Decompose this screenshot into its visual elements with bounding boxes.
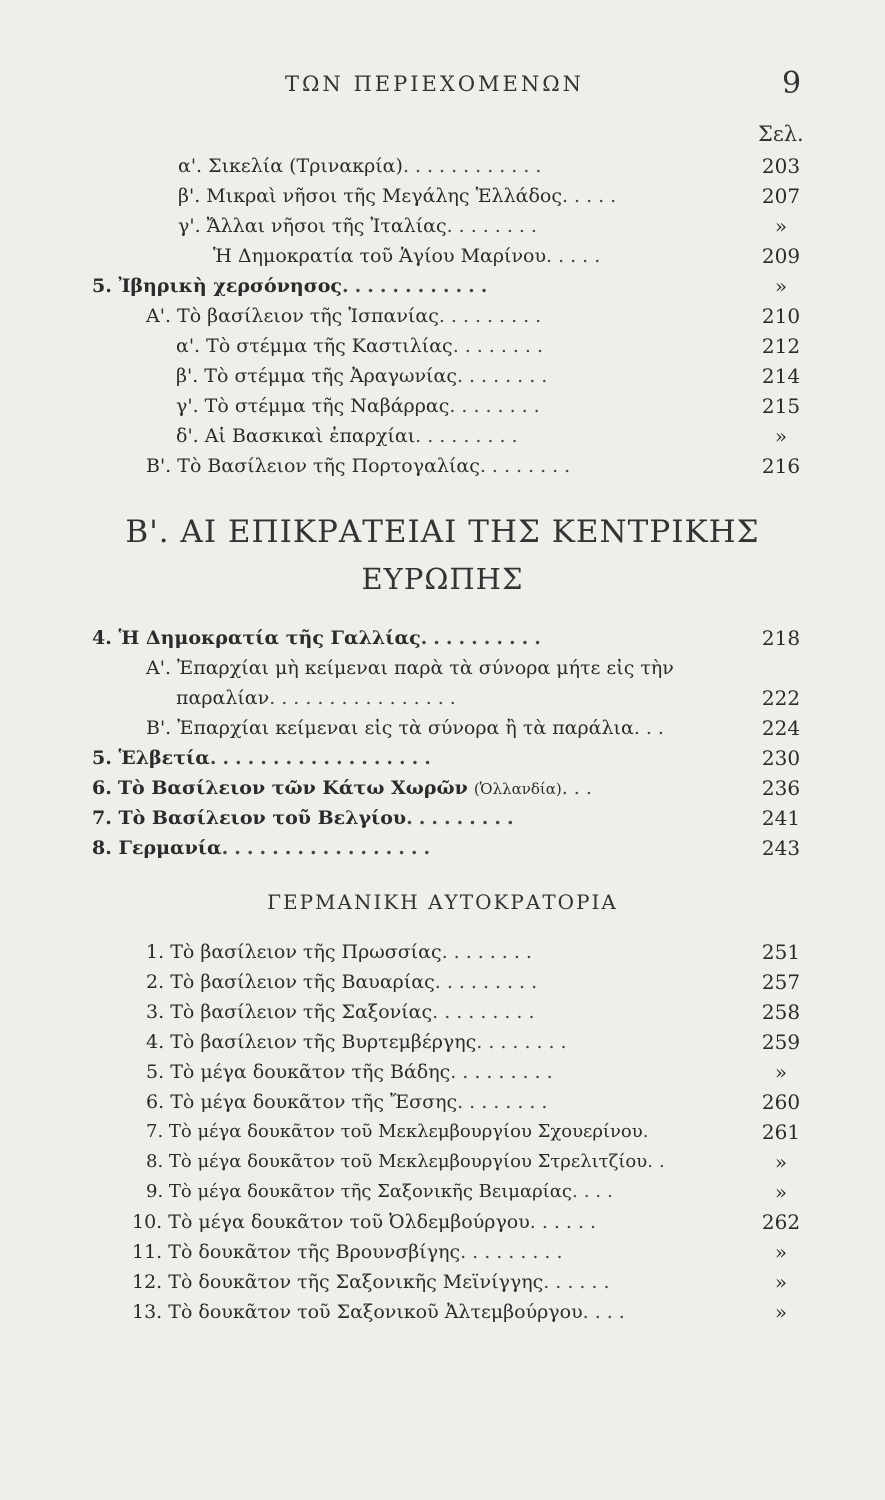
- entry-title: Τὸ Βασίλειον τοῦ Βελγίου: [118, 807, 407, 829]
- toc-entry: [0, 1266, 885, 1298]
- toc-entry: [0, 772, 885, 804]
- entry-leader: .................: [221, 837, 437, 859]
- toc-entry: [0, 150, 885, 182]
- entry-prefix: 7.: [146, 1121, 164, 1142]
- entry-leader: ........: [457, 1091, 554, 1113]
- entry-page: »: [774, 1270, 788, 1294]
- toc-entry: [0, 742, 885, 774]
- entry-title: παραλίαν: [176, 687, 270, 709]
- entry-prefix: 5.: [146, 1061, 165, 1083]
- entry-prefix: 5.: [92, 275, 112, 297]
- toc-entry: [0, 420, 885, 452]
- toc-entry: [0, 330, 885, 362]
- entry-title: Σικελία (Τρινακρία): [208, 155, 403, 177]
- entry-title: Τὸ Βασίλειον τῶν Κάτω Χωρῶν: [117, 777, 468, 799]
- entry-prefix: 11.: [132, 1241, 163, 1263]
- toc-entry: [0, 682, 885, 714]
- entry-leader: .........: [450, 1061, 559, 1083]
- entry-leader: ............: [341, 275, 494, 297]
- toc-entry: [0, 936, 885, 968]
- toc-entry: [0, 966, 885, 998]
- toc-entry: [0, 240, 885, 272]
- entry-leader: ..........: [420, 627, 547, 649]
- part-b-title-line2: ΕΥΡΩΠΗΣ: [361, 562, 524, 596]
- entry-leader: .........: [438, 305, 548, 327]
- entry-page: »: [774, 1150, 788, 1174]
- toc-entry: [0, 1086, 885, 1118]
- entry-title: Ἰβηρικὴ χερσόνησος: [118, 275, 342, 297]
- entry-prefix: 6.: [92, 777, 112, 799]
- entry-leader: .........: [434, 971, 544, 993]
- entry-prefix: Α'.: [146, 305, 171, 327]
- entry-page: »: [774, 214, 788, 238]
- entry-prefix: α'.: [178, 155, 203, 177]
- entry-title: Τὸ βασίλειον τῆς Βαυαρίας: [170, 971, 435, 993]
- entry-leader: ........: [479, 455, 577, 477]
- entry-title: Αἱ Βασκικαὶ ἐπαρχίαι: [204, 425, 416, 447]
- toc-entry: [0, 802, 885, 834]
- entry-prefix: δ'.: [176, 425, 199, 447]
- entry-title: Τὸ στέμμα τῆς Ναβάρρας: [204, 395, 450, 417]
- entry-title: Τὸ μέγα δουκᾶτον τῆς Βάδης: [170, 1061, 451, 1083]
- entry-title: Γερμανία: [118, 837, 222, 859]
- toc-entry: [0, 832, 885, 864]
- entry-page: 258: [761, 1000, 801, 1024]
- entry-page: 260: [761, 1090, 801, 1114]
- entry-title: Τὸ βασίλειον τῆς Ἱσπανίας: [177, 305, 439, 327]
- page-number: 9: [782, 66, 802, 101]
- entry-prefix: 4.: [92, 627, 112, 649]
- entry-page: »: [774, 424, 788, 448]
- entry-title: Ἐπαρχίαι μὴ κείμεναι παρὰ τὰ σύνορα μήτε εἰς τὴν: [177, 657, 674, 679]
- entry-page: 212: [761, 334, 801, 358]
- toc-entry: [0, 180, 885, 212]
- entry-page: 207: [761, 184, 801, 208]
- entry-title: Ἡ Δημοκρατία τοῦ Ἁγίου Μαρίνου: [213, 245, 547, 267]
- entry-title: Ἐπαρχίαι κείμεναι εἰς τὰ σύνορα ἢ τὰ παράλια: [177, 717, 634, 739]
- entry-leader: .........: [460, 1241, 569, 1263]
- entry-page: 222: [761, 686, 801, 710]
- entry-prefix: 5.: [92, 747, 112, 769]
- entry-page: 230: [761, 746, 801, 770]
- toc-entry: [0, 1206, 885, 1238]
- entry-leader: .....: [546, 245, 607, 267]
- entry-leader: ......: [543, 1271, 616, 1293]
- page-column-label: Σελ.: [758, 122, 804, 146]
- entry-leader: ........: [456, 365, 554, 387]
- toc-entry: [0, 360, 885, 392]
- entry-title: Ἡ Δημοκρατία τῆς Γαλλίας: [118, 627, 421, 649]
- toc-entry: [0, 652, 885, 684]
- entry-title: Τὸ βασίλειον τῆς Βυρτεμβέργης: [170, 1031, 477, 1053]
- entry-page: »: [774, 1180, 788, 1204]
- entry-leader: ...: [633, 717, 670, 739]
- entry-title: Τὸ στέμμα τῆς Καστιλίας: [206, 335, 453, 357]
- entry-leader: ........: [446, 215, 543, 237]
- entry-prefix: 10.: [132, 1211, 163, 1233]
- entry-leader: ........: [441, 941, 538, 963]
- toc-entry: [0, 622, 885, 654]
- toc-entry: [0, 1176, 885, 1208]
- entry-page: 203: [761, 154, 801, 178]
- toc-entry: [0, 390, 885, 422]
- running-head: ΤΩΝ ΠΕΡΙΕΧΟΜΕΝΩΝ: [285, 72, 585, 96]
- entry-page: 215: [761, 394, 801, 418]
- entry-title: Τὸ βασίλειον τῆς Σαξονίας: [170, 1001, 433, 1023]
- entry-leader: .....: [561, 185, 623, 207]
- entry-prefix: Β'.: [146, 455, 172, 477]
- entry-page: 209: [761, 244, 801, 268]
- entry-page: 262: [761, 1210, 801, 1234]
- entry-page: 218: [761, 626, 801, 650]
- toc-entry: [0, 996, 885, 1028]
- toc-entry: [0, 1146, 885, 1178]
- part-b-title-line1: Β'. ΑΙ ΕΠΙΚΡΑΤΕΙΑΙ ΤΗΣ ΚΕΝΤΡΙΚΗΣ: [125, 514, 760, 550]
- entry-leader: .........: [406, 807, 520, 829]
- entry-title: Ἄλλαι νῆσοι τῆς Ἰταλίας: [206, 215, 447, 237]
- entry-leader: ........: [476, 1031, 573, 1053]
- entry-leader: ....: [582, 1301, 631, 1323]
- entry-page: 261: [761, 1120, 801, 1144]
- entry-prefix: 9.: [146, 1181, 164, 1202]
- entry-title: Τὸ μέγα δουκᾶτον τοῦ Ὀλδεμβούργου: [168, 1211, 530, 1233]
- entry-page: 243: [761, 836, 801, 860]
- toc-entry: [0, 712, 885, 744]
- entry-leader: ......: [529, 1211, 603, 1233]
- entry-page: »: [774, 1060, 788, 1084]
- entry-prefix: 1.: [146, 941, 165, 963]
- entry-prefix: 7.: [92, 807, 112, 829]
- entry-title: Μικραὶ νῆσοι τῆς Μεγάλης Ἑλλάδος: [206, 185, 562, 207]
- entry-prefix: γ'.: [176, 395, 199, 417]
- entry-leader: ..: [647, 1151, 671, 1172]
- toc-entry: [0, 1296, 885, 1328]
- entry-page: 210: [761, 304, 801, 328]
- toc-entry: [0, 1056, 885, 1088]
- entry-prefix: 6.: [146, 1091, 165, 1113]
- entry-title: Τὸ βασίλειον τῆς Πρωσσίας: [170, 941, 442, 963]
- entry-title: Ἑλβετία: [118, 747, 210, 769]
- entry-prefix: α'.: [176, 335, 201, 357]
- toc-entry: [0, 210, 885, 242]
- entry-page: 257: [761, 970, 801, 994]
- entry-prefix: 8.: [146, 1151, 164, 1172]
- entry-title: Τὸ μέγα δουκᾶτον τοῦ Μεκλεμβουργίου Σχουερίνου: [168, 1121, 643, 1142]
- entry-prefix: Β'.: [146, 717, 172, 739]
- entry-title: Τὸ μέγα δουκᾶτον τοῦ Μεκλεμβουργίου Στρελιτζίου: [168, 1151, 648, 1172]
- entry-title: Τὸ μέγα δουκᾶτον τῆς Ἔσσης: [170, 1091, 458, 1113]
- entry-page: »: [774, 1300, 788, 1324]
- entry-page: »: [774, 274, 788, 298]
- entry-page: 251: [761, 940, 801, 964]
- entry-prefix: 8.: [92, 837, 112, 859]
- entry-leader: ........: [452, 335, 550, 357]
- entry-page: 241: [761, 806, 801, 830]
- entry-page: »: [774, 1240, 788, 1264]
- entry-title: Τὸ δουκᾶτον τῆς Σαξονικῆς Μεϊνίγγης: [168, 1271, 544, 1293]
- entry-prefix: 2.: [146, 971, 165, 993]
- toc-entry: [0, 1026, 885, 1058]
- entry-page: 224: [761, 716, 801, 740]
- entry-title: Τὸ μέγα δουκᾶτον τῆς Σαξονικῆς Βειμαρίας: [168, 1181, 572, 1202]
- entry-leader: ....: [571, 1181, 619, 1202]
- entry-leader: ...: [561, 777, 598, 799]
- entry-title: Τὸ δουκᾶτον τῆς Βρουνσβίγης: [168, 1241, 461, 1263]
- entry-title: Τὸ Βασίλειον τῆς Πορτογαλίας: [177, 455, 480, 477]
- entry-page: 214: [761, 364, 801, 388]
- entry-leader: .........: [432, 1001, 541, 1023]
- toc-entry: [0, 300, 885, 332]
- entry-leader: ........: [449, 395, 546, 417]
- entry-leader: .: [642, 1121, 655, 1142]
- entry-prefix: β'.: [176, 365, 199, 387]
- entry-prefix: γ'.: [178, 215, 201, 237]
- toc-entry: [0, 1116, 885, 1148]
- entry-leader: ..................: [209, 747, 437, 769]
- entry-leader: ................: [269, 687, 462, 709]
- entry-prefix: 4.: [146, 1031, 165, 1053]
- entry-leader: ............: [402, 155, 548, 177]
- entry-leader: .........: [415, 425, 524, 447]
- entry-subtitle: (Ὁλλανδία): [473, 780, 562, 798]
- entry-prefix: 13.: [132, 1301, 163, 1323]
- entry-prefix: 12.: [132, 1271, 163, 1293]
- german-empire-title: ΓΕΡΜΑΝΙΚΗ ΑΥΤΟΚΡΑΤΟΡΙΑ: [267, 890, 618, 914]
- entry-prefix: Α'.: [146, 657, 171, 679]
- entry-title: Τὸ στέμμα τῆς Ἀραγωνίας: [204, 365, 457, 387]
- toc-entry: [0, 270, 885, 302]
- entry-title: Τὸ δουκᾶτον τοῦ Σαξονικοῦ Ἀλτεμβούργου: [168, 1301, 583, 1323]
- toc-entry: [0, 1236, 885, 1268]
- entry-page: 259: [761, 1030, 801, 1054]
- entry-prefix: 3.: [146, 1001, 165, 1023]
- entry-page: 216: [761, 454, 801, 478]
- entry-prefix: β'.: [178, 185, 201, 207]
- toc-entry: [0, 450, 885, 482]
- entry-page: 236: [761, 776, 801, 800]
